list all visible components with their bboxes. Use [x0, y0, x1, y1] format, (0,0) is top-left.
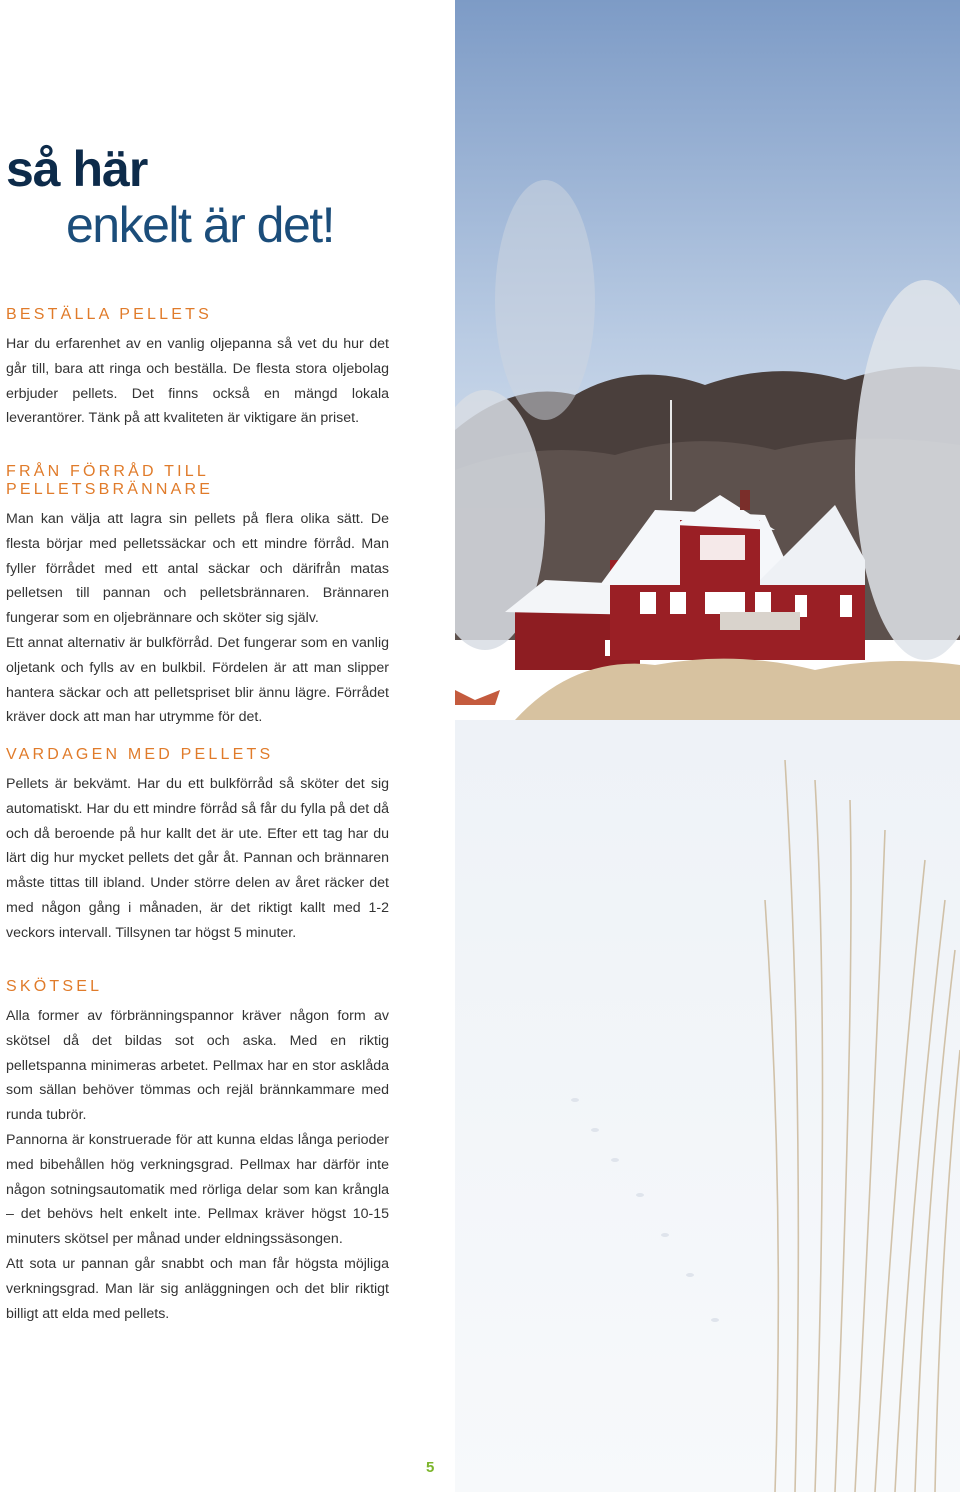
section-heading: SKÖTSEL — [6, 978, 103, 995]
page-number: 5 — [426, 1459, 435, 1476]
photo-illustration — [455, 0, 960, 1492]
section-paragraph: Man kan välja att lagra sin pellets på flera olika sätt. De flesta börjar med pelletssäckar och ett mindre förråd. Man fyller förrådet med ett antal säckar och därifrån matas pelletsen till pannan och pelletsbrännaren. Brännaren fungerar som en oljebrännare och sköter sig själv. — [6, 511, 389, 627]
section-vardagen — [6, 746, 389, 946]
page-title-line2: enkelt är det! — [66, 197, 335, 253]
section-paragraph: Har du erfarenhet av en vanlig oljepanna så vet du hur det går till, bara att ringa och beställa. De flesta stora oljebolag erbjuder pellets. Det finns också en mängd lokala leverantörer. Tänk på att kvaliteten är viktigare än priset. — [6, 336, 389, 427]
section-paragraph: Att sota ur pannan går snabbt och man får högsta möjliga verkningsgrad. Man lär sig anläggningen och det blir riktigt billigt att elda med pellets. — [6, 1255, 389, 1322]
section-paragraph: Pellets är bekvämt. Har du ett bulkförråd så sköter det sig automatiskt. Har du ett mindre förråd så får du fylla på det då och då beroende på hur kallt det är ute. Efter ett tag har du lärt dig hur mycket pellets det går åt. Pannan och brännaren måste tittas till ibland. Under större delen av året räcker det med någon gång i månaden, är det riktigt kallt med 1-2 veckors intervall. Tillsynen tar högst 5 minuter. — [6, 776, 389, 941]
winter-house-photo — [455, 0, 960, 1492]
section-paragraph: Alla former av förbränningspannor kräver någon form av skötsel då det bildas sot och aska. Med en riktig pelletspanna minimeras arbetet. Pellmax har en stor asklåda som sällan behöver tömmas och rejäl brännkammare med runda tubrör. — [6, 1008, 389, 1124]
section-bestalla-pellets — [6, 306, 389, 431]
section-skotsel — [6, 978, 389, 1326]
text-column — [0, 0, 440, 1492]
section-fran-forrad — [6, 463, 389, 730]
section-paragraph: Pannorna är konstruerade för att kunna eldas långa perioder med bibehållen hög verkningsgrad. Pellmax har därför inte någon sotningsautomatik med rörliga delar som kan krångla – det behövs helt enkelt inte. Pellmax kräver högst 10-15 minuters skötsel per månad under eldningssäsongen. — [6, 1131, 389, 1248]
flagpole — [670, 400, 672, 500]
page-title-line1: så här — [6, 141, 148, 197]
section-heading: VARDAGEN MED PELLETS — [6, 746, 274, 763]
section-paragraph: Ett annat alternativ är bulkförråd. Det fungerar som en vanlig oljetank och fylls av en bulkbil. Fördelen är att man slipper hantera säckar och att pelletspriset blir ännu lägre. Förrådet kräver dock att man har utrymme för det. — [6, 634, 389, 726]
section-heading: BESTÄLLA PELLETS — [6, 306, 212, 323]
section-heading: FRÅN FÖRRÅD TILL PELLETSBRÄNNARE — [6, 463, 214, 498]
